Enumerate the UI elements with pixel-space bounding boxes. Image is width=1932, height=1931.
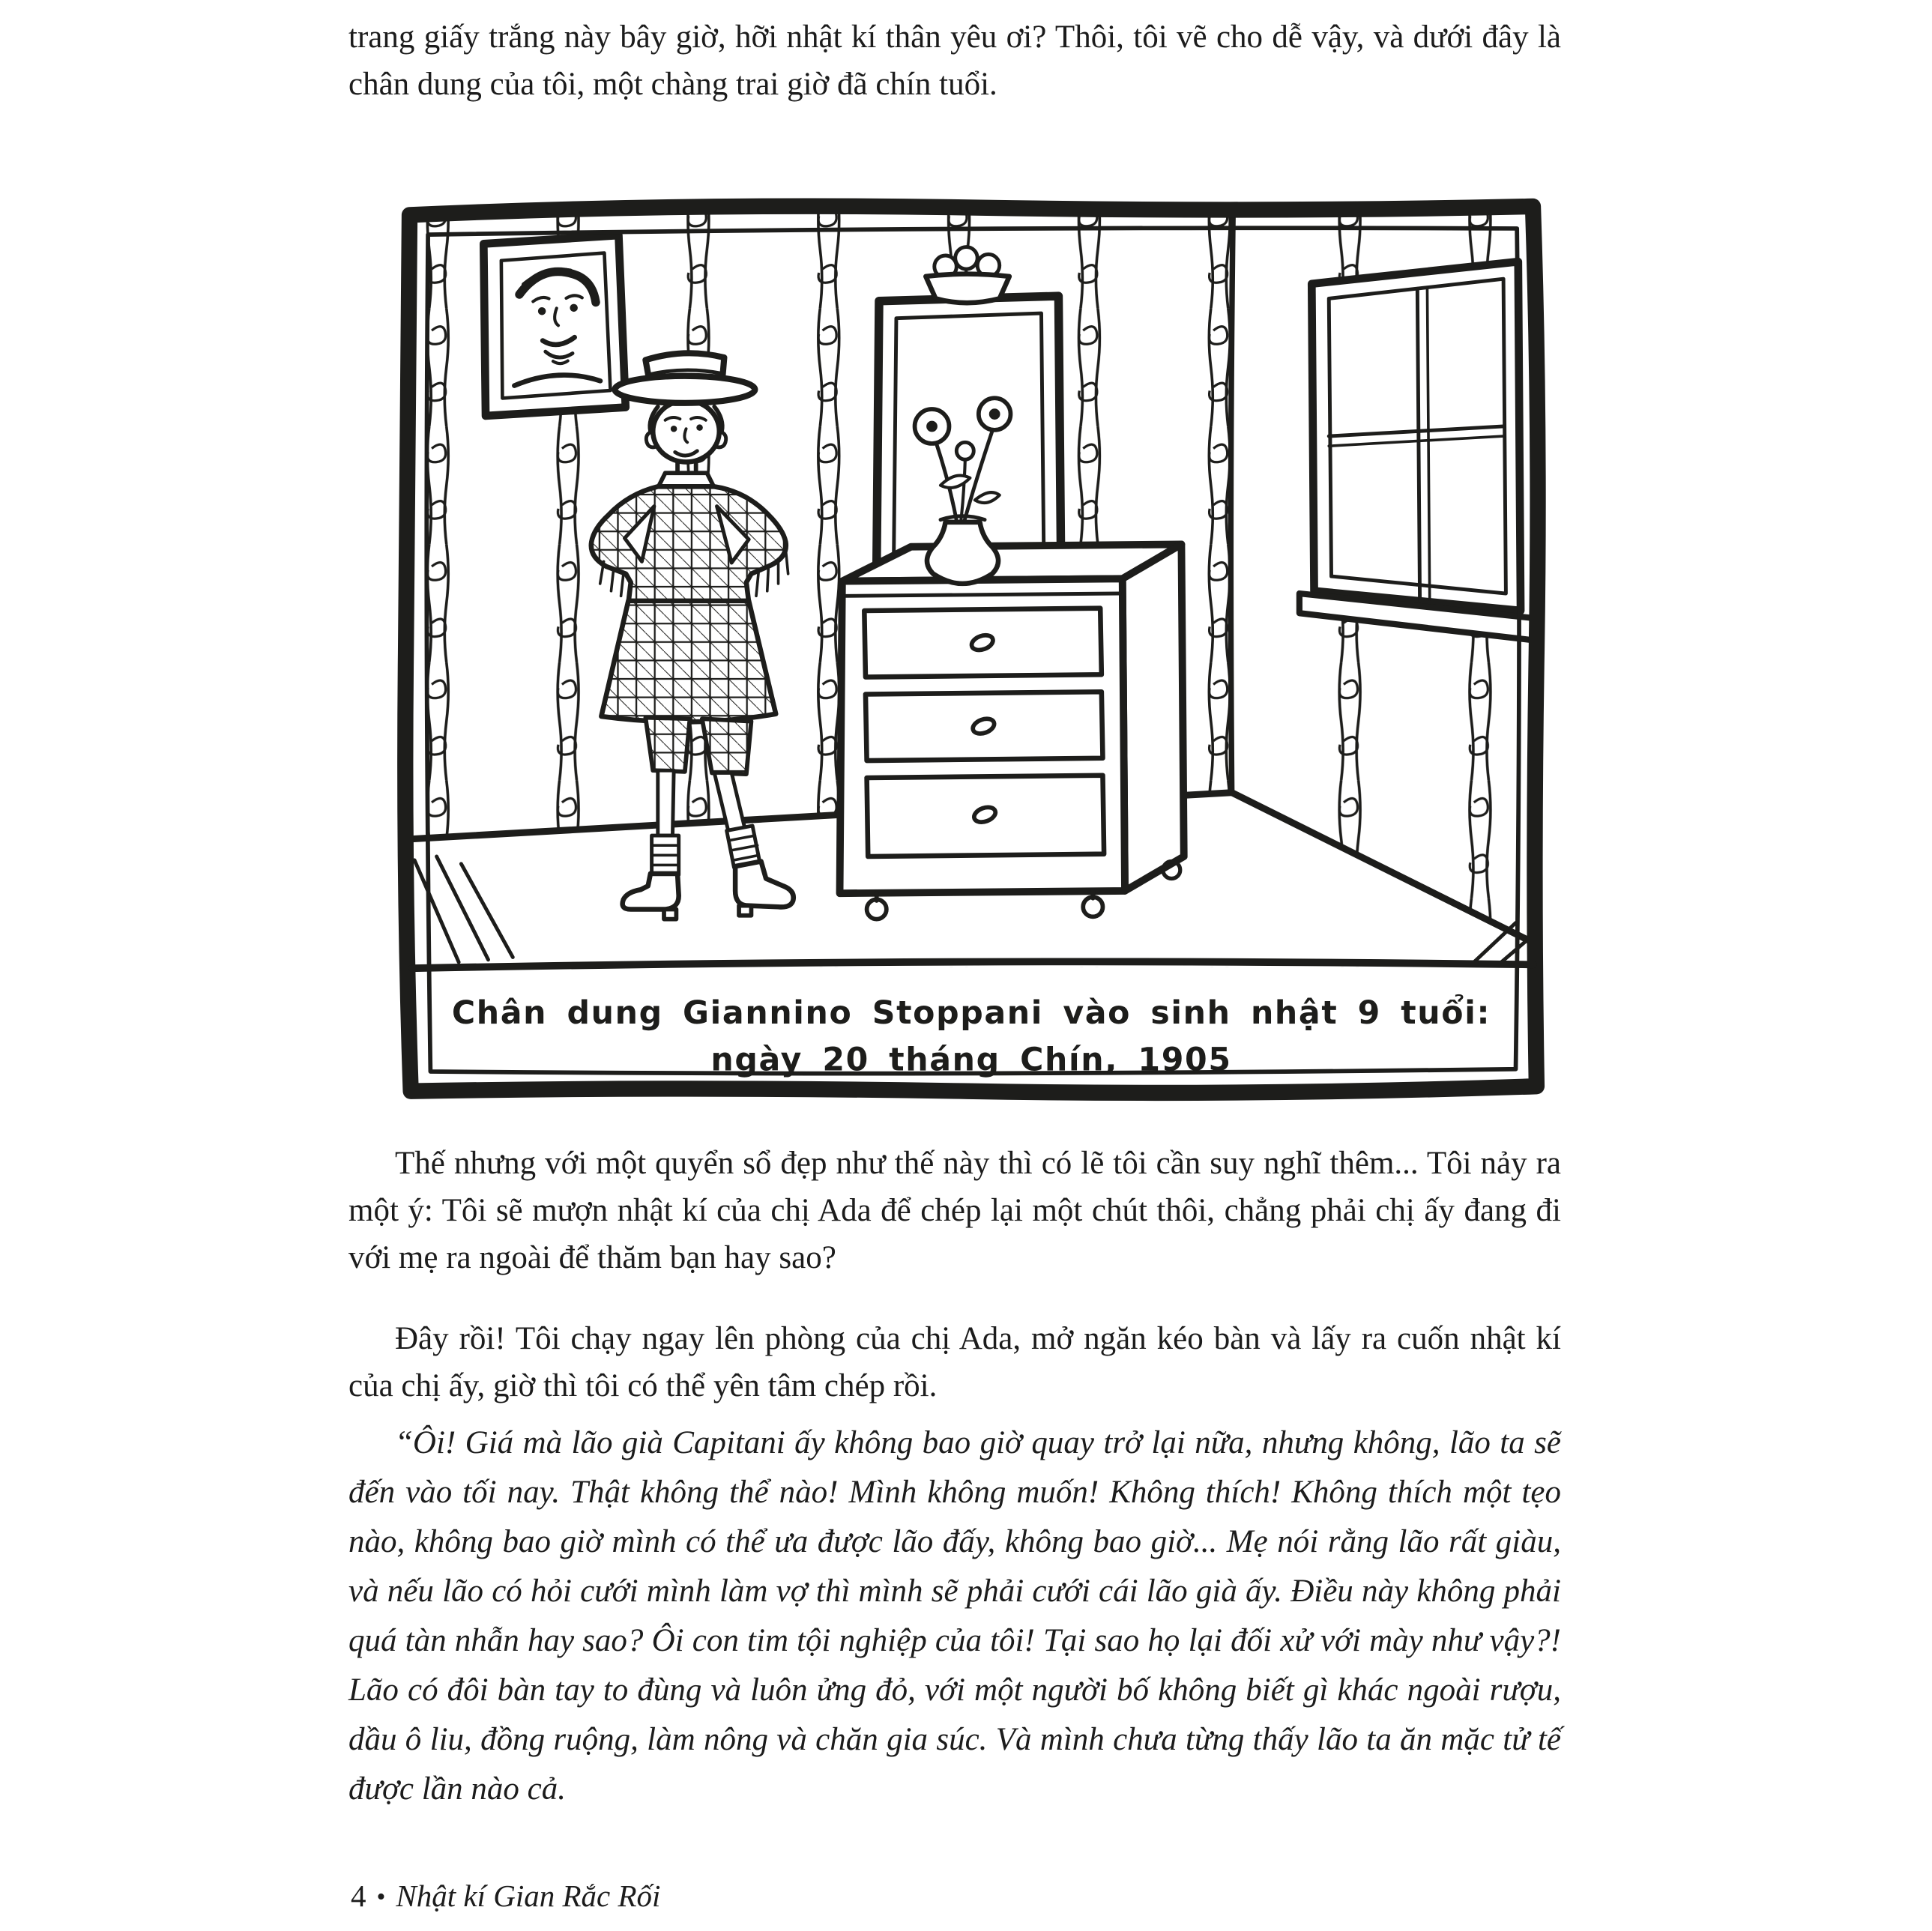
chest-of-drawers: [840, 544, 1184, 919]
illustration-caption: [452, 994, 1491, 1078]
plaid-breeches: [645, 718, 689, 772]
window: [1299, 262, 1533, 640]
striped-sock: [652, 835, 679, 874]
footer-separator: •: [376, 1883, 386, 1911]
caption-divider: [412, 961, 1533, 968]
plaid-breeches: [702, 719, 752, 774]
illustration: [387, 190, 1555, 1106]
plaid-skirt: [601, 601, 776, 722]
boy-leg: [658, 770, 674, 835]
paragraph-1: Thế nhưng với một quyển sổ đẹp như thế này thì có lẽ tôi cần suy nghĩ thêm... Tôi nảy ra một ý: Tôi sẽ mượn nhật kí của chị Ada để chép lại một chút thôi, chẳng phải chị ấy đang đi với mẹ ra ngoài để thăm bạn hay sao?: [348, 1146, 1561, 1275]
book-title: Nhật kí Gian Rắc Rối: [396, 1879, 661, 1913]
paragraph-3-diary-quote: “Ôi! Giá mà lão già Capitani ấy không bao giờ quay trở lại nữa, nhưng không, lão ta sẽ đến vào tối nay. Thật không thể nào! Mình không muốn! Không thích! Không thích một tẹo nào, không bao giờ mình có thể ưa được lão đấy, không bao giờ... Mẹ nói rằng lão rất giàu, và nếu lão có hỏi cưới mình làm vợ thì mình sẽ phải cưới cái lão già ấy. Điều này không phải quá tàn nhẫn hay sao? Ôi con tim tội nghiệp của tôi! Tại sao họ lại đối xử với mày như vậy?! Lão có đôi bàn tay to đùng và luôn ửng đỏ, với một người bố không biết gì khác ngoài rượu, dầu ô liu, đồng ruộng, làm nông và chăn gia súc. Và mình chưa từng thấy lão ta ăn mặc tử tế được lần nào cả.: [348, 1425, 1561, 1807]
paragraph-intro: trang giấy trắng này bây giờ, hỡi nhật kí thân yêu ơi? Thôi, tôi vẽ cho dễ vậy, và dưới đây là chân dung của tôi, một chàng trai giờ đã chín tuổi.: [348, 19, 1561, 102]
paragraph-2: Đây rồi! Tôi chạy ngay lên phòng của chị Ada, mở ngăn kéo bàn và lấy ra cuốn nhật kí của chị ấy, giờ thì tôi có thể yên tâm chép rồi.: [348, 1321, 1561, 1403]
framed-portrait: [481, 235, 626, 416]
page-number: 4: [351, 1879, 366, 1913]
illustration-drawing: [387, 190, 1555, 1106]
caption-line-2: ngày 20 tháng Chín, 1905: [710, 1041, 1232, 1079]
caption-line-1: Chân dung Giannino Stoppani vào sinh nhật 9 tuổi:: [451, 994, 1491, 1033]
page-footer: [351, 1878, 660, 1914]
page-content: [348, 13, 1561, 1814]
